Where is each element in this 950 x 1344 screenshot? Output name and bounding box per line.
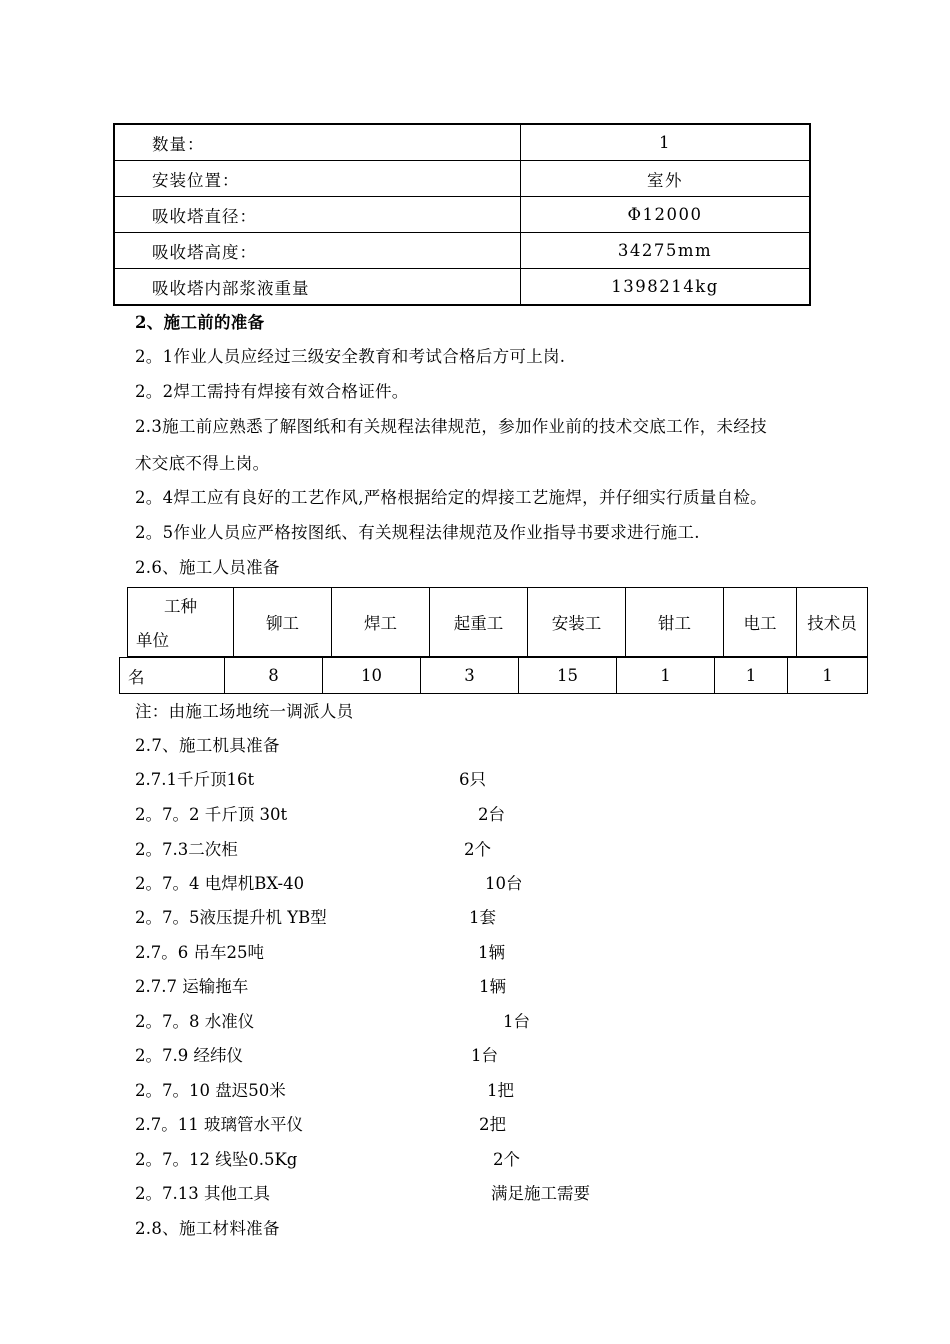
paragraph: 术交底不得上岗。 <box>135 454 270 473</box>
tool-name: 2。7。10 盘迟50米 <box>135 1081 286 1100</box>
tool-qty: 1辆 <box>479 977 506 996</box>
spec-label: 吸收塔内部浆液重量 <box>114 269 521 306</box>
note: 注：由施工场地统一调派人员 <box>135 702 354 721</box>
spec-value: 34275mm <box>521 233 811 269</box>
column-header: 焊工 <box>332 588 430 657</box>
corner-top: 工种 <box>164 597 197 616</box>
tool-name: 2.7.1千斤顶16t <box>135 770 255 789</box>
column-header: 铆工 <box>234 588 332 657</box>
spec-value: Φ12000 <box>521 197 811 233</box>
table-row <box>114 124 810 161</box>
paragraph: 2.6、施工人员准备 <box>135 558 280 577</box>
staff-table-header <box>127 587 868 657</box>
column-header: 电工 <box>724 588 797 657</box>
tool-name: 2。7。8 水准仪 <box>135 1012 255 1031</box>
spec-label: 吸收塔高度： <box>114 233 521 269</box>
tool-qty: 6只 <box>459 770 486 789</box>
paragraph: 2。4焊工应有良好的工艺作风,严格根据给定的焊接工艺施焊，并仔细实行质量自检。 <box>135 488 767 507</box>
table-cell: 3 <box>421 658 519 694</box>
materials-title: 2.8、施工材料准备 <box>135 1219 280 1238</box>
tool-qty: 1辆 <box>478 943 505 962</box>
tool-qty: 2台 <box>478 805 505 824</box>
tool-qty: 1把 <box>487 1081 514 1100</box>
paragraph: 2.3施工前应熟悉了解图纸和有关规程法律规范，参加作业前的技术交底工作，未经技 <box>135 417 767 436</box>
table-cell: 1 <box>788 658 868 694</box>
table-cell: 1 <box>715 658 788 694</box>
paragraph: 2。5作业人员应严格按图纸、有关规程法律规范及作业指导书要求进行施工. <box>135 523 700 542</box>
tool-qty: 1台 <box>503 1012 530 1031</box>
tool-qty: 满足施工需要 <box>491 1184 590 1203</box>
table-row <box>114 197 810 233</box>
table-cell: 10 <box>323 658 421 694</box>
spec-label: 数量： <box>114 124 521 161</box>
tool-qty: 10台 <box>485 874 523 893</box>
column-header: 安装工 <box>528 588 626 657</box>
table-row <box>114 161 810 197</box>
staff-table-values <box>119 657 868 694</box>
tool-name: 2。7。2 千斤顶 30t <box>135 805 288 824</box>
tool-name: 2.7。6 吊车25吨 <box>135 943 264 962</box>
table-row <box>120 658 868 694</box>
corner-bottom: 单位 <box>136 631 169 650</box>
spec-value: 1 <box>521 124 811 161</box>
table-row <box>114 269 810 306</box>
tool-name: 2。7。4 电焊机BX-40 <box>135 874 305 893</box>
tool-qty: 2个 <box>464 840 491 859</box>
table-cell: 15 <box>519 658 617 694</box>
spec-label: 吸收塔直径： <box>114 197 521 233</box>
table-row <box>128 588 868 657</box>
tool-name: 2。7.3二次柜 <box>135 840 238 859</box>
tool-qty: 2把 <box>479 1115 506 1134</box>
column-header: 钳工 <box>626 588 724 657</box>
spec-label: 安装位置： <box>114 161 521 197</box>
section-title: 2、施工前的准备 <box>135 313 265 332</box>
spec-value: 1398214kg <box>521 269 811 306</box>
table-row <box>114 233 810 269</box>
tool-name: 2.7。11 玻璃管水平仪 <box>135 1115 303 1134</box>
spec-value: 室外 <box>521 161 811 197</box>
tool-name: 2.7.7 运输拖车 <box>135 977 249 996</box>
table-cell: 1 <box>617 658 715 694</box>
tool-name: 2。7.9 经纬仪 <box>135 1046 243 1065</box>
tool-name: 2。7。12 线坠0.5Kg <box>135 1150 298 1169</box>
row-label: 名 <box>120 658 225 694</box>
tool-qty: 1台 <box>471 1046 498 1065</box>
tool-qty: 1套 <box>469 908 496 927</box>
table-cell: 8 <box>225 658 323 694</box>
spec-table <box>113 123 811 306</box>
tool-qty: 2个 <box>493 1150 520 1169</box>
column-header: 起重工 <box>430 588 528 657</box>
column-header: 技术员 <box>797 588 868 657</box>
tool-name: 2。7。5液压提升机 YB型 <box>135 908 327 927</box>
tools-title: 2.7、施工机具准备 <box>135 736 280 755</box>
paragraph: 2。1作业人员应经过三级安全教育和考试合格后方可上岗. <box>135 347 566 366</box>
paragraph: 2。2焊工需持有焊接有效合格证件。 <box>135 382 409 401</box>
corner-cell <box>128 588 234 657</box>
tool-name: 2。7.13 其他工具 <box>135 1184 270 1203</box>
